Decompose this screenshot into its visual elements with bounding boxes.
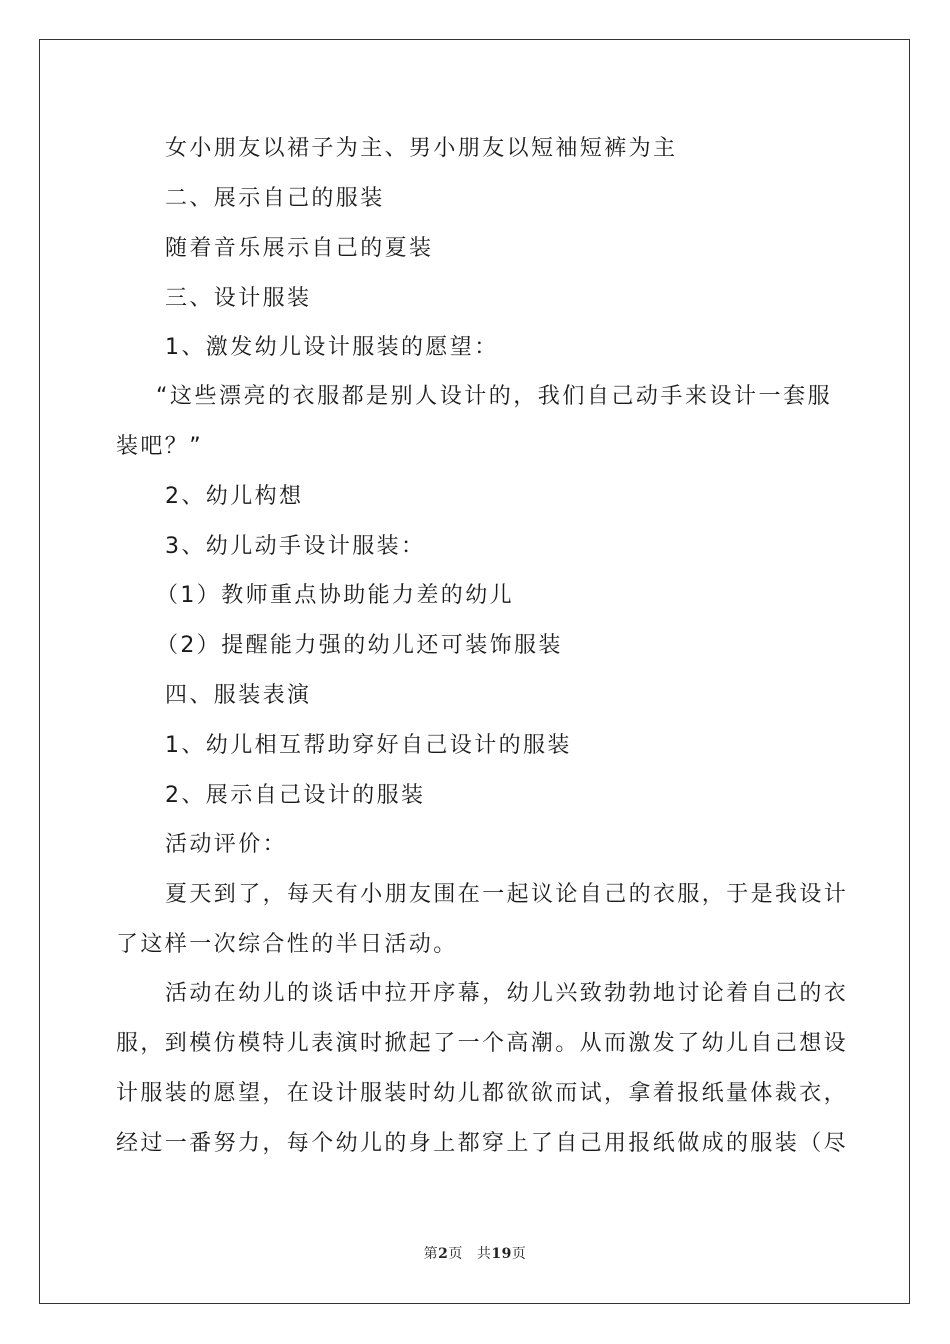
sub-list-item: （2）提醒能力强的幼儿还可装饰服装: [156, 633, 563, 658]
section-heading: 活动评价：: [165, 832, 288, 857]
page-prefix: 第: [423, 1246, 439, 1262]
list-item: 2、幼儿构想: [165, 484, 304, 509]
paragraph-line: 了这样一次综合性的半日活动。: [116, 932, 458, 957]
paragraph-line: 经过一番努力，每个幼儿的身上都穿上了自己用报纸做成的服装（尽: [116, 1131, 849, 1156]
page-number: 2: [438, 1246, 449, 1262]
section-heading: 三、设计服装: [165, 286, 312, 311]
list-item: 1、激发幼儿设计服装的愿望：: [165, 335, 499, 360]
text-line: 女小朋友以裙子为主、男小朋友以短袖短裤为主: [165, 136, 678, 161]
list-item: 2、展示自己设计的服装: [165, 783, 426, 808]
sub-list-item: （1）教师重点协助能力差的幼儿: [156, 583, 514, 608]
paragraph-line: 服，到模仿模特儿表演时掀起了一个高潮。从而激发了幼儿自己想设: [116, 1031, 849, 1056]
quote-line: “这些漂亮的衣服都是别人设计的，我们自己动手来设计一套服: [156, 384, 832, 409]
total-prefix: 共: [476, 1246, 492, 1262]
section-heading: 二、展示自己的服装: [165, 186, 385, 211]
text-line: 随着音乐展示自己的夏装: [165, 236, 434, 261]
list-item: 1、幼儿相互帮助穿好自己设计的服装: [165, 733, 572, 758]
paragraph-line: 活动在幼儿的谈话中拉开序幕，幼儿兴致勃勃地讨论着自己的衣: [165, 981, 849, 1006]
page-suffix: 页: [448, 1246, 463, 1262]
paragraph-line: 计服装的愿望，在设计服装时幼儿都欲欲而试，拿着报纸量体裁衣，: [116, 1081, 849, 1106]
list-item: 3、幼儿动手设计服装：: [165, 534, 426, 559]
total-suffix: 页: [511, 1246, 527, 1262]
total-pages: 19: [491, 1246, 512, 1262]
quote-line: 装吧？”: [116, 434, 203, 459]
paragraph-line: 夏天到了，每天有小朋友围在一起议论自己的衣服，于是我设计: [165, 882, 849, 907]
page-footer: [0, 1243, 950, 1263]
section-heading: 四、服装表演: [165, 683, 312, 708]
